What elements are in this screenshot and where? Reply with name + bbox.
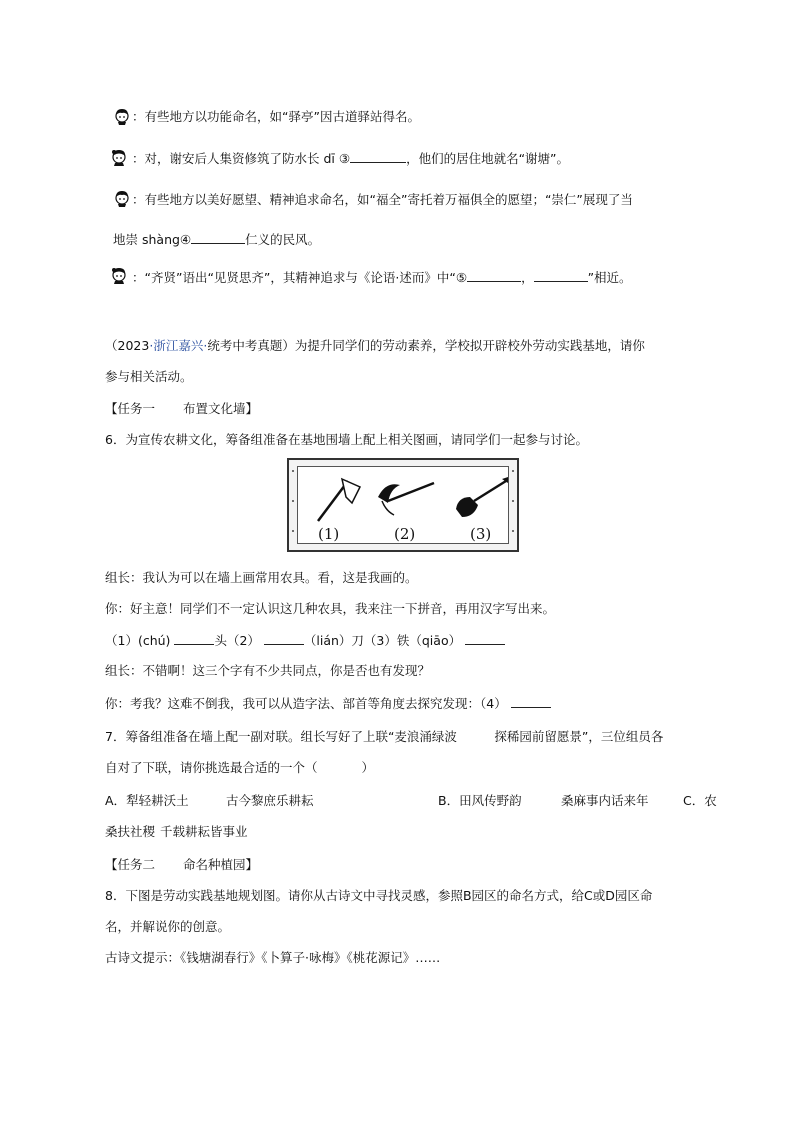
figure-label-2: (2) [394, 525, 416, 543]
dialogue-line-2: ：对，谢安后人集资修筑了防水长 dī ③ ，他们的居住地就名“谢塘”。 [132, 151, 570, 166]
option-b: B．田风传野韵 [438, 793, 522, 808]
blank-5a[interactable] [467, 268, 521, 282]
option-b-second: 桑麻事内话来年 [561, 793, 649, 808]
source-line-2: 参与相关活动。 [105, 369, 193, 384]
blank-3[interactable] [350, 149, 406, 163]
blank-q6-2[interactable] [264, 631, 304, 645]
girl-avatar-icon [110, 266, 128, 284]
shovel-icon [452, 475, 510, 523]
option-c: C．农 [683, 793, 717, 808]
q6-dialogue-5: 你：考我？这难不倒我，我可以从造字法、部首等角度去探究发现：（4） [105, 694, 551, 713]
hoe-icon [312, 475, 364, 523]
girl-avatar-icon [110, 148, 128, 166]
boy-avatar-icon [113, 107, 131, 125]
source-line: （2023·浙江嘉兴·统考中考真题）为提升同学们的劳动素养，学校拟开辟校外劳动实践基地，请你 [105, 338, 645, 353]
sickle-icon [374, 475, 438, 523]
task1-heading: 【任务一 布置文化墙】 [105, 401, 259, 416]
question-6: 6．为宣传农耕文化，筹备组准备在基地围墙上配上相关图画，请同学们一起参与讨论。 [105, 432, 588, 447]
dialogue-line-3-cont: 地崇 shàng④ 仁义的民风。 [113, 232, 321, 247]
blank-q6-1[interactable] [174, 631, 214, 645]
question-8-cont: 名，并解说你的创意。 [105, 919, 231, 934]
option-c-second: 千载耕耘皆事业 [160, 824, 248, 839]
option-a-second: 古今黎庶乐耕耘 [226, 793, 314, 808]
question-7-cont: 自对了下联，请你挑选最合适的一个（ ） [105, 760, 375, 775]
boy-avatar-icon [113, 189, 131, 207]
q6-dialogue-4: 组长：不错啊！这三个字有不少共同点，你是否也有发现？ [105, 663, 431, 678]
option-c-cont: 桑扶社稷 [105, 824, 156, 839]
dialogue-line-4: ：“齐贤”语出“见贤思齐”，其精神追求与《论语·述而》中“⑤ ， ”相近。 [132, 270, 632, 285]
question-7: 7．筹备组准备在墙上配一副对联。组长写好了上联“麦浪涌绿波 探稀园前留愿景”，三位组员各 [105, 729, 664, 744]
task2-heading: 【任务二 命名种植园】 [105, 857, 259, 872]
blank-q6-4[interactable] [511, 694, 551, 708]
question-8: 8．下图是劳动实践基地规划图。请你从古诗文中寻找灵感，参照B园区的命名方式，给C或D园区命 [105, 888, 653, 903]
q6-dialogue-3: （1）(chú) 头（2） （lián）刀（3）铁（qiāo） [105, 631, 505, 650]
figure-label-1: (1) [318, 525, 340, 543]
question-8-hint: 古诗文提示：《钱塘湖春行》《卜算子·咏梅》《桃花源记》…… [105, 950, 441, 965]
blank-4[interactable] [191, 230, 245, 244]
dialogue-line-1: ：有些地方以功能命名，如“驿亭”因古道驿站得名。 [132, 109, 420, 124]
blank-q6-3[interactable] [465, 631, 505, 645]
q7-options-row: A．犁轻耕沃土 [105, 793, 189, 808]
q6-dialogue-2: 你：好主意！同学们不一定认识这几种农具，我来注一下拼音，再用汉字写出来。 [105, 601, 556, 616]
q6-dialogue-1: 组长：我认为可以在墙上画常用农具。看，这是我画的。 [105, 570, 418, 585]
dialogue-line-3: ：有些地方以美好愿望、精神追求命名，如“福全”寄托着万福俱全的愿望；“崇仁”展现了当 [132, 192, 633, 207]
blank-5b[interactable] [534, 268, 588, 282]
farm-tools-figure [287, 458, 519, 552]
figure-label-3: (3) [470, 525, 492, 543]
